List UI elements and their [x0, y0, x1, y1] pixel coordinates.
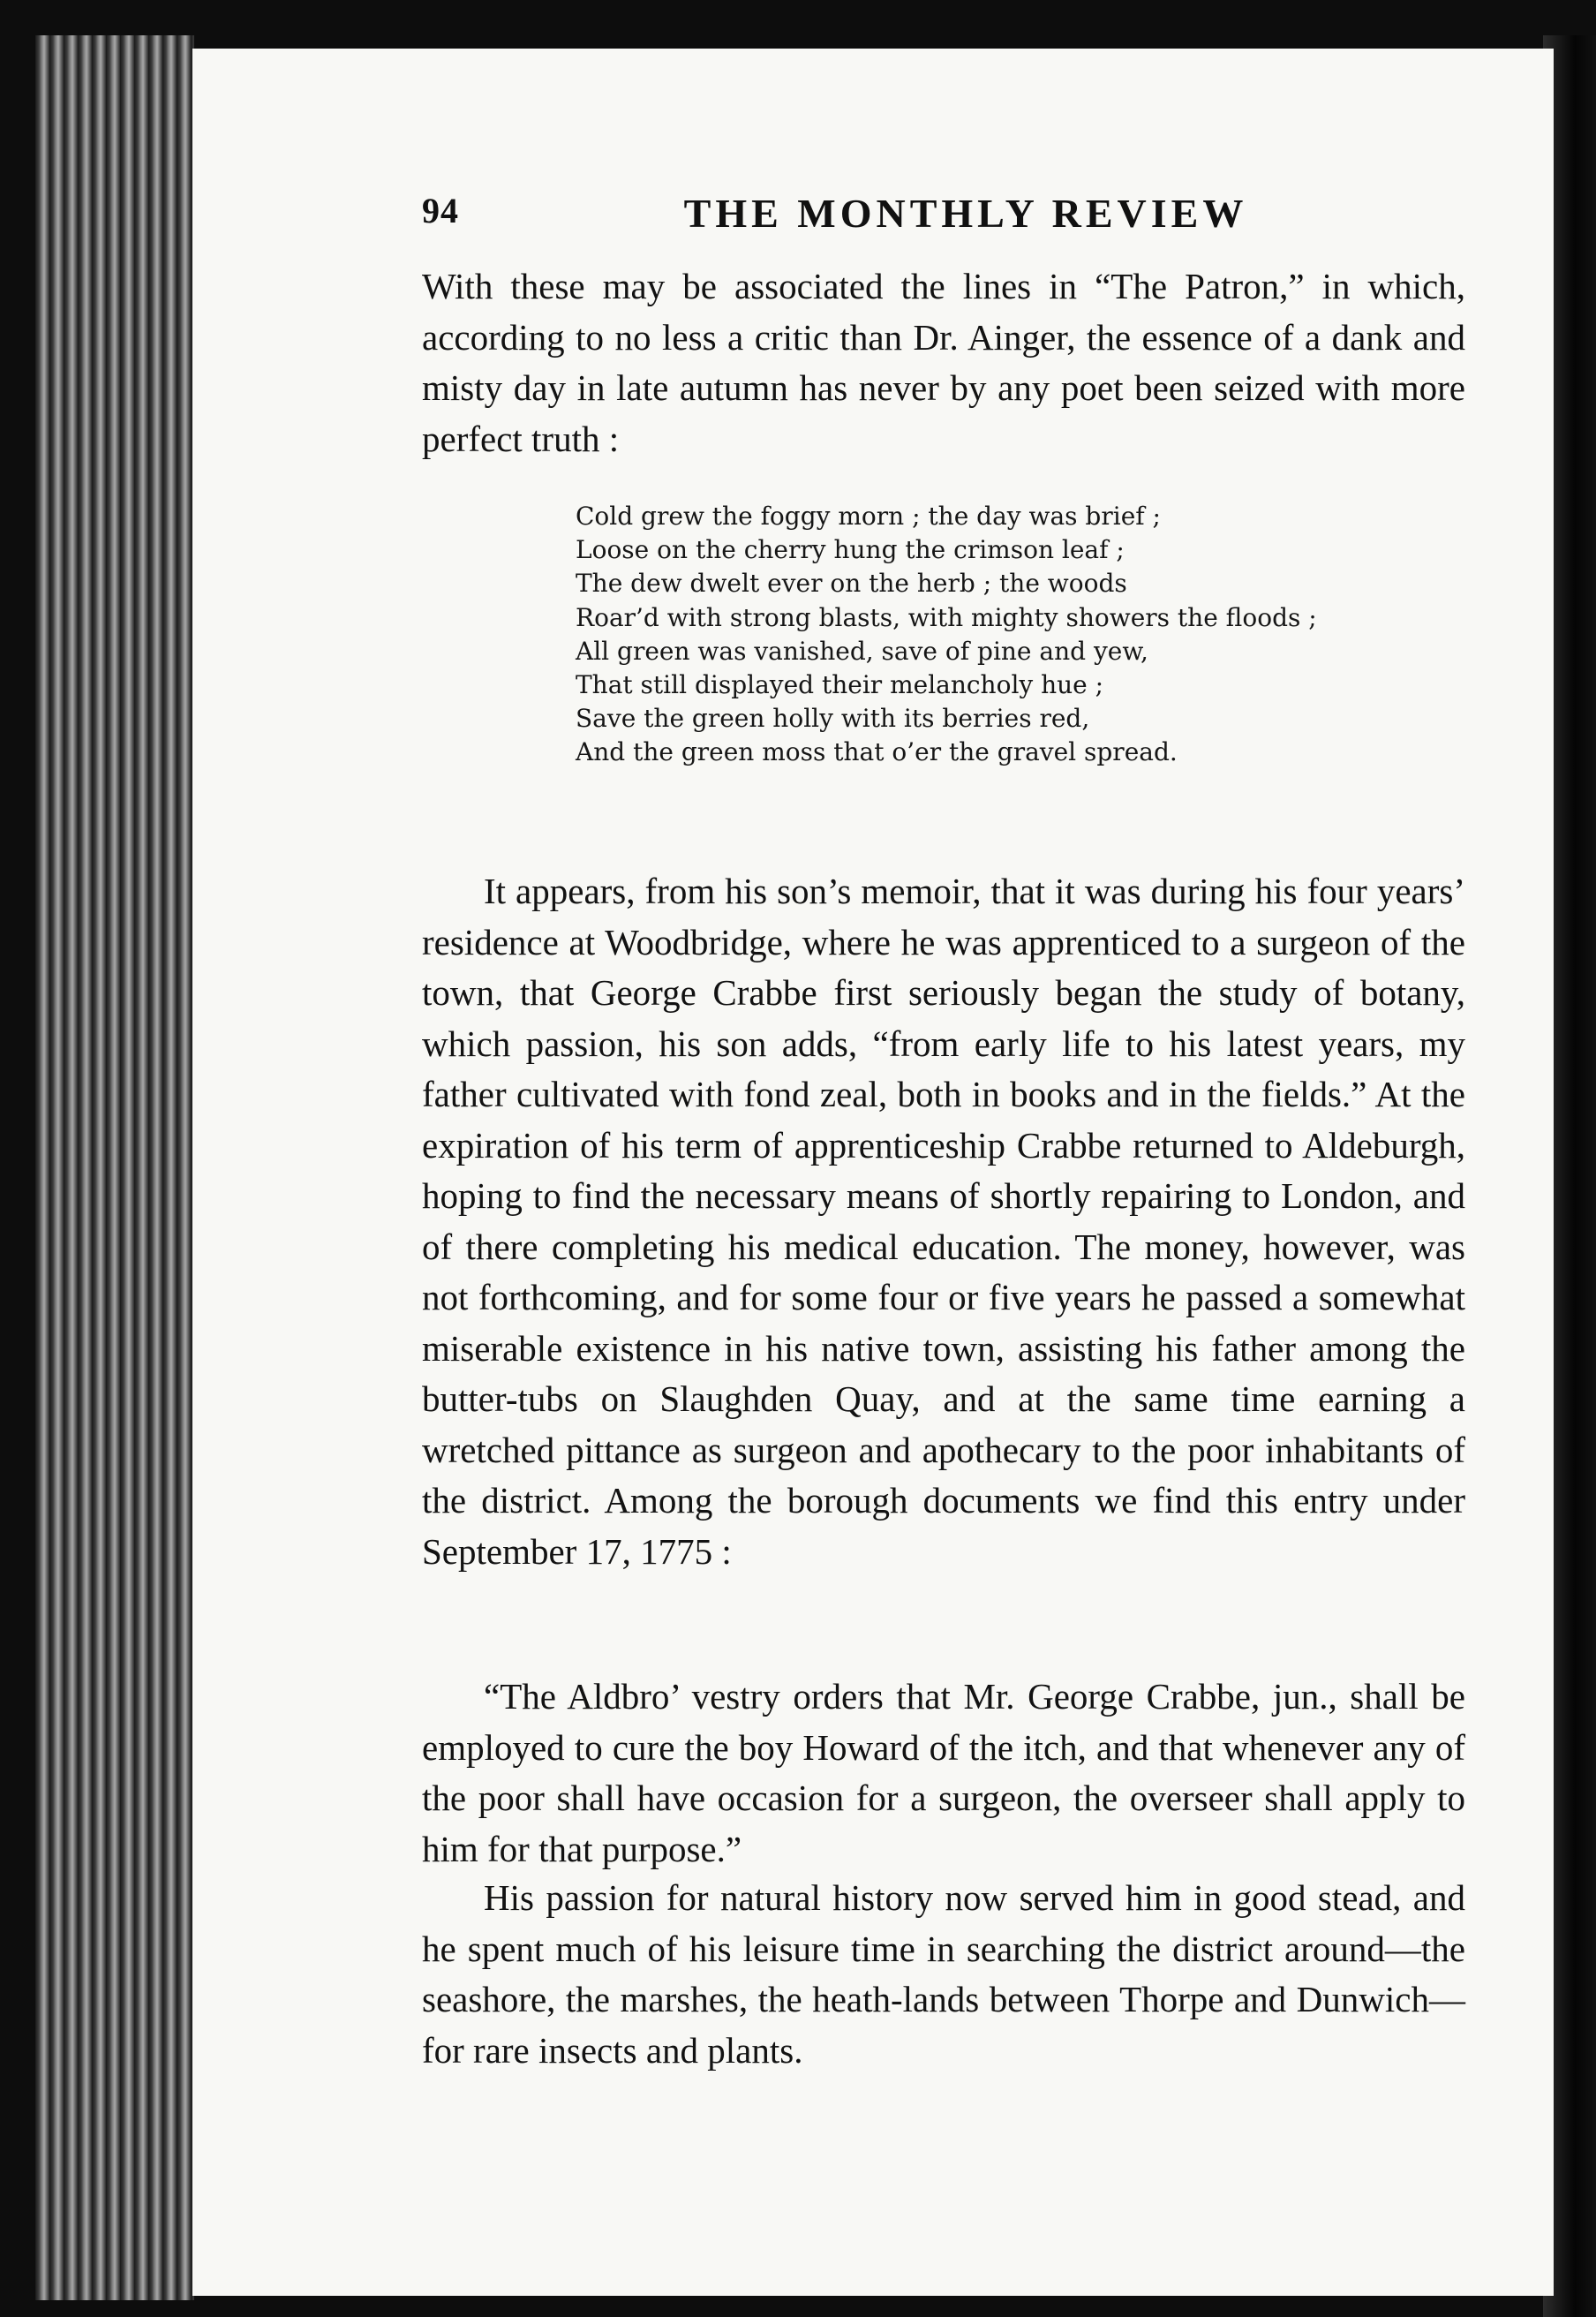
stacked-page-edges: [35, 35, 194, 2300]
paragraph-crabbe-botany: It appears, from his son’s memoir, that it was during his four years’ residence at Woodbridge, where he was apprenticed to a surgeon of the town, that George Crabbe first seriously began the study of botany, which passion, his son adds, “from early life to his latest years, my father cultivated with fond zeal, both in books and in the fields.” At the expiration of his term of apprenticeship Crabbe returned to Aldeburgh, hoping to find the necessary means of shortly repairing to London, and of there completing his medical education. The money, however, was not forthcoming, and for some four or five years he passed a somewhat miserable existence in his native town, assisting his father among the butter-tubs on Slaughden Quay, and at the same time earning a wretched pittance as surgeon and apothecary to the poor inhabitants of the district. Among the borough documents we find this entry under September 17, 1775 :: [422, 871, 1465, 1572]
verse-line: Roar’d with strong blasts, with mighty showers the floods ;: [576, 602, 1317, 632]
verse-line: Save the green holly with its berries red,: [576, 704, 1090, 734]
verse-line: The dew dwelt ever on the herb ; the woods: [576, 569, 1127, 599]
page-number: 94: [422, 191, 459, 230]
verse-line: And the green moss that o’er the gravel spread.: [576, 737, 1178, 767]
verse-line: Loose on the cherry hung the crimson leaf ;: [576, 535, 1125, 565]
verse-line: That still displayed their melancholy hue ;: [576, 670, 1104, 700]
journal-title: THE MONTHLY REVIEW: [683, 191, 1248, 236]
verse-line: Cold grew the foggy morn ; the day was brief ;: [576, 502, 1161, 531]
verse-quotation: [576, 500, 1458, 770]
paragraph-vestry-quote: “The Aldbro’ vestry orders that Mr. George Crabbe, jun., shall be employed to cure the boy Howard of the itch, and that whenever any of the poor shall have occasion for a surgeon, the overseer shall apply to him for that purpose.”: [422, 1676, 1465, 1869]
verse-line: All green was vanished, save of pine and yew,: [576, 636, 1148, 666]
paragraph-natural-history: His passion for natural history now served him in good stead, and he spent much of his leisure time in searching the district around—the seashore, the marshes, the heath-lands between Thorpe and Dunwich—for rare insects and plants.: [422, 1877, 1465, 2071]
paragraph-intro: With these may be associated the lines in “The Patron,” in which, according to no less a critic than Dr. Ainger, the essence of a dank and misty day in late autumn has never by any poet been seized with more perfect truth :: [422, 266, 1465, 459]
running-head: [422, 190, 1492, 243]
